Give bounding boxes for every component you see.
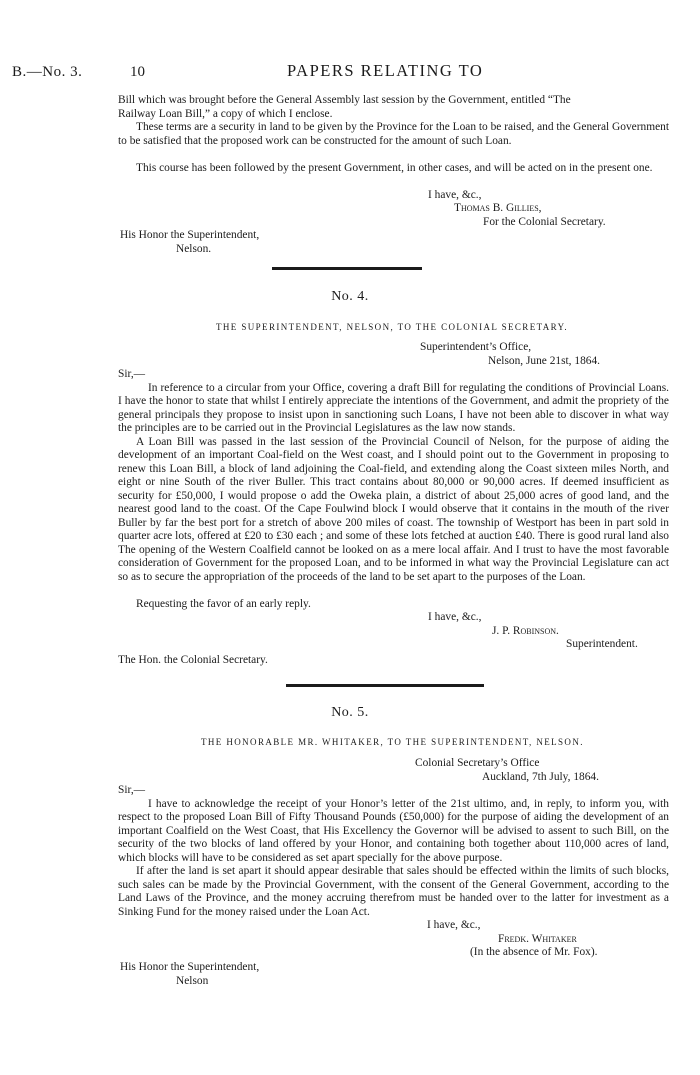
letter4-salutation: Sir,—	[118, 368, 146, 380]
letter4-signature-role: Superintendent.	[566, 638, 638, 650]
letter3-addressee-2: Nelson.	[176, 242, 212, 255]
letter5-paragraph-1: I have to acknowledge the receipt of your Honor’s letter of the 21st ultimo, and, in reply, to inform you, with respect to the proposed Loan Bill of Fifty Thousand Pounds (£50,000) for the purpose of aiding the development of an important Coalfield on the West Coast, that His Excellency the Governor will be advised to assent to such Bill, on the security of the two blocks of land offered by your Honor, and containing both together about 110,000 acres of land, which blocks will have to be considered as set apart specially for the above purpose.	[118, 797, 669, 864]
letter5-signature: Fredk. Whitaker	[498, 932, 577, 945]
letter5-addressee-1: His Honor the Superintendent,	[120, 961, 260, 973]
letter4-place-date: Nelson, June 21st, 1864.	[488, 354, 601, 367]
letter4-closing: I have, &c.,	[428, 611, 482, 623]
letter3-signature-role: For the Colonial Secretary.	[483, 215, 606, 228]
letter5-caption: THE HONORABLE MR. WHITAKER, TO THE SUPERINTENDENT, NELSON.	[201, 737, 584, 747]
letter4-paragraph-2: A Loan Bill was passed in the last session of the Provincial Council of Nelson, for the purpose of aiding the development of an important Coal-field on the West coast, and I should point out to the Government in proposing to renew this Loan Bill, a block of land adjoining the Coal-field, and extending along the Coast sixteen miles North, and eight or nine South of the river Buller. This tract contains about 80,000 or 90,000 acres. If deemed insufficient as security for £50,000, I would propose o add the Oweka plain, a district of about 25,000 acres of good land, and the nearest good land to the coast. Of the Cape Foulwind block I would observe that it contains in the mouth of the river Buller by far the best port for a stretch of above 200 miles of coast. The township of Westport has been in part sold in quarter acre lots, offered at £20 to £30 each ; and some of these lots fetched at auction £40. There is good rural land also The opening of the Western Coalfield cannot be looked on as a mere local affair. And I trust to have the most favorable consideration of Government for the proposed Loan, and to be informed in what way the Provincial Legislature can act so as to secure the appropriation of the proceeds of the land to be set apart to the purposes of the Loan.	[118, 435, 669, 583]
letter3-paragraph-terms: These terms are a security in land to be given by the Province for the Loan to be raised, and the General Government to be satisfied that the proposed work can be constructed for the amount of such Loan.	[118, 121, 669, 147]
section-divider	[272, 267, 422, 270]
letter4-addressee: The Hon. the Colonial Secretary.	[118, 654, 268, 666]
letter4-signature: J. P. Robinson.	[492, 624, 559, 637]
letter5-place-date: Auckland, 7th July, 1864.	[482, 770, 599, 783]
page-number: 10	[130, 64, 145, 80]
letter4-paragraph-1: In reference to a circular from your Office, covering a draft Bill for regulating the conditions of Provincial Loans. I have the honor to state that whilst I entirely appreciate the intentions of the Government, and admit the propriety of the general principals they propose to insist upon in sanctioning such Loans, I have not been able to discover in what way the principles are to be carried out in the Provincial Legislatures as the law now stands.	[118, 381, 669, 434]
letter4-number: No. 4.	[331, 289, 369, 304]
page-title: PAPERS RELATING TO	[287, 61, 484, 80]
letter5-addressee-2: Nelson	[176, 975, 209, 987]
letter3-paragraph-course: This course has been followed by the present Government, in other cases, and will be acted on in the present one.	[136, 161, 653, 174]
letter5-number: No. 5.	[331, 705, 369, 720]
letter4-office: Superintendent’s Office,	[420, 341, 532, 353]
letter3-line-2: Railway Loan Bill,” a copy of which I enclose.	[118, 107, 333, 120]
letter4-paragraph-3: Requesting the favor of an early reply.	[136, 597, 311, 610]
letter4-caption: THE SUPERINTENDENT, NELSON, TO THE COLONIAL SECRETARY.	[216, 322, 568, 332]
letter3-closing: I have, &c.,	[428, 188, 482, 201]
letter5-office: Colonial Secretary’s Office	[415, 757, 540, 769]
letter3-line-1: Bill which was brought before the General Assembly last session by the Government, entitled “The	[118, 94, 571, 106]
letter3-addressee-1: His Honor the Superintendent,	[120, 229, 260, 241]
letter3-signature: Thomas B. Gillies,	[454, 202, 542, 214]
letter5-closing: I have, &c.,	[427, 919, 481, 931]
section-divider	[286, 684, 484, 687]
letter5-paragraph-2: If after the land is set apart it should appear desirable that sales should be effected within the limits of such blocks, such sales can be made by the Provincial Government, with the consent of the General Government, according to the Land Laws of the Province, and the money accruing therefrom must be handed over to the latter for investment as a Sinking Fund for the money raised under the Loan Act.	[118, 865, 669, 918]
document-reference: B.—No. 3.	[12, 64, 83, 80]
letter5-signature-note: (In the absence of Mr. Fox).	[470, 946, 598, 958]
letter5-salutation: Sir,—	[118, 784, 146, 796]
